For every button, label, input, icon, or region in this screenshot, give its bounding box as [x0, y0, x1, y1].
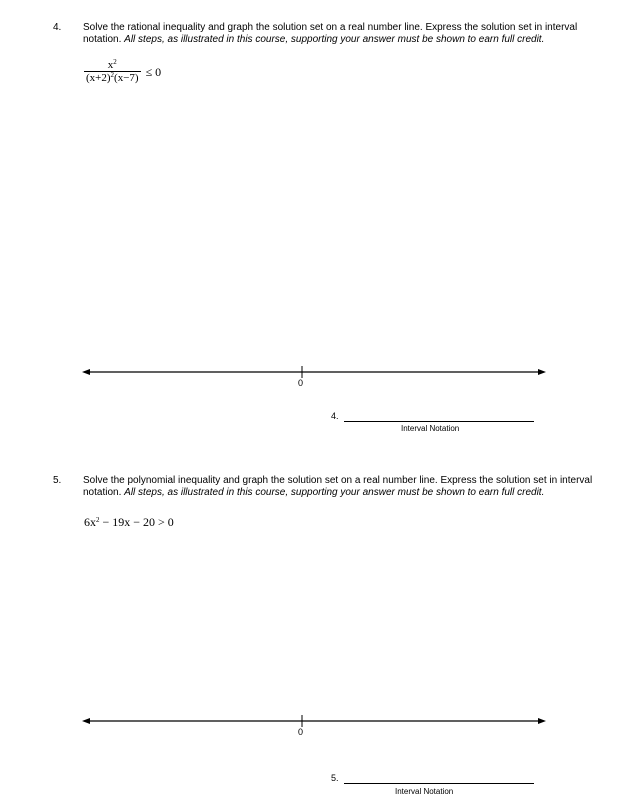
- right-arrow-icon: [538, 718, 546, 724]
- problem-4-answer-line[interactable]: [344, 421, 534, 422]
- left-arrow-icon: [82, 718, 90, 724]
- problem-4-instruction-text: Solve the rational inequality and graph the solution set on a real number line. Express the solution set in interval notation.: [83, 22, 578, 45]
- problem-4-number-line: [80, 362, 550, 392]
- problem-4-number: 4.: [53, 22, 62, 33]
- problem-5-tick-label: 0: [298, 727, 304, 737]
- problem-4-fraction: [84, 60, 141, 84]
- problem-5-answer-caption: Interval Notation: [395, 787, 454, 796]
- problem-5-answer-line[interactable]: [344, 783, 534, 784]
- left-arrow-icon: [82, 369, 90, 375]
- problem-4-tick-label: 0: [298, 378, 304, 388]
- problem-5-instructions: [83, 475, 613, 499]
- right-arrow-icon: [538, 369, 546, 375]
- problem-5-expression: $6x^2 - 19x - 20 > 0$: [84, 515, 174, 529]
- problem-4-relation: ≤ 0: [145, 64, 162, 79]
- problem-5-number-line: [80, 711, 550, 741]
- problem-5-number: 5.: [53, 475, 62, 486]
- fraction-numerator: $x^2$: [107, 58, 117, 71]
- problem-5-answer-number: 5.: [331, 773, 339, 783]
- problem-4-answer-number: 4.: [331, 411, 339, 421]
- problem-4-expression: [84, 60, 161, 84]
- problem-4-answer-caption: Interval Notation: [401, 424, 460, 433]
- problem-5-instruction-italic: All steps, as illustrated in this course, supporting your answer must be shown to earn full credit.: [124, 487, 545, 498]
- problem-4-instructions: [83, 22, 613, 46]
- problem-4-instruction-italic: All steps, as illustrated in this course, supporting your answer must be shown to earn full credit.: [124, 34, 545, 45]
- problem-5-instruction-text: Solve the polynomial inequality and graph the solution set on a real number line. Express the solution set in interval notation.: [83, 475, 593, 498]
- fraction-denominator: $(x+2)^2(x-7)$: [86, 71, 139, 84]
